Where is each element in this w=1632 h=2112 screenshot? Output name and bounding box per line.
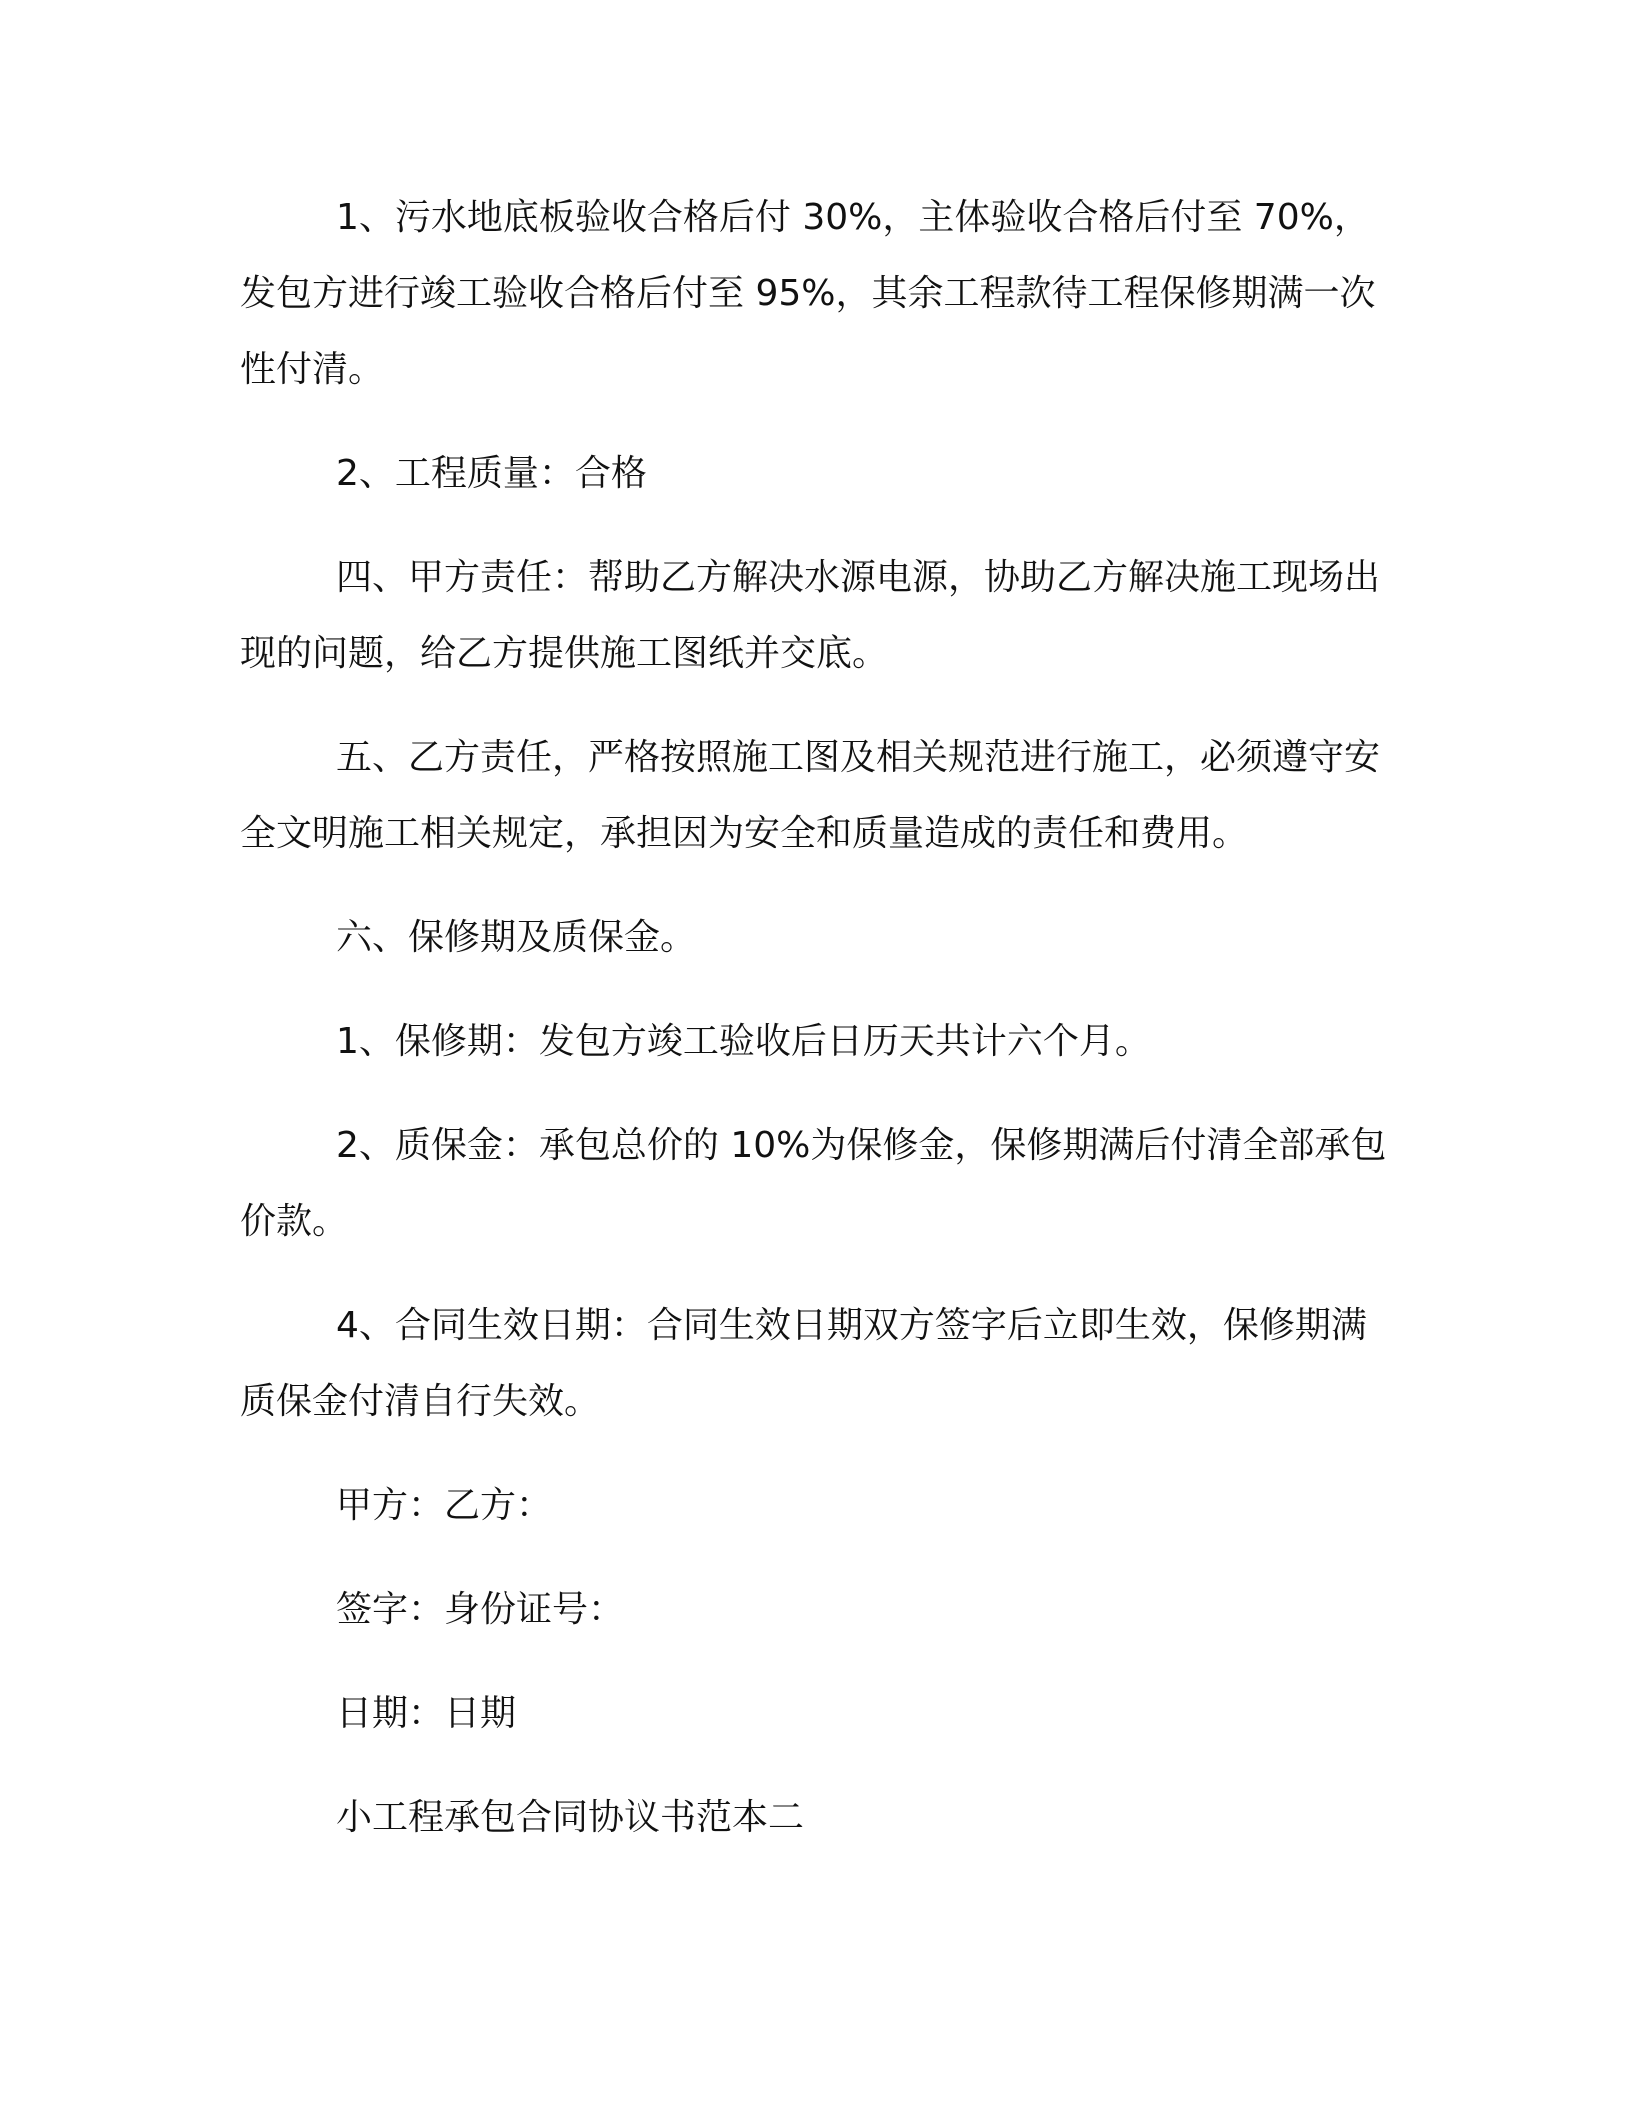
- signature-date-line: 日期：日期: [336, 1693, 517, 1734]
- signature-id-line: 签字：身份证号：: [336, 1589, 625, 1630]
- clause-payment-schedule: 1、污水地底板验收合格后付 30%，主体验收合格后付至 70%，发包方进行竣工验收合格后付至 95%，其余工程款待工程保修期满一次性付清。: [240, 197, 1376, 390]
- signature-parties: 甲方：乙方：: [336, 1485, 553, 1526]
- clause-effective-date: 4、合同生效日期：合同生效日期双方签字后立即生效，保修期满质保金付清自行失效。: [240, 1305, 1367, 1422]
- section-warranty-heading: 六、保修期及质保金。: [336, 917, 697, 958]
- next-template-title: 小工程承包合同协议书范本二: [336, 1797, 805, 1838]
- clause-party-a-duties: 四、甲方责任：帮助乙方解决水源电源，协助乙方解决施工现场出现的问题，给乙方提供施工图纸并交底。: [240, 557, 1381, 674]
- document-body: [240, 180, 1390, 1884]
- clause-retention-money: 2、质保金：承包总价的 10%为保修金，保修期满后付清全部承包价款。: [240, 1125, 1387, 1242]
- clause-party-b-duties: 五、乙方责任，严格按照施工图及相关规范进行施工，必须遵守安全文明施工相关规定，承担因为安全和质量造成的责任和费用。: [240, 737, 1381, 854]
- clause-quality: 2、工程质量：合格: [336, 453, 647, 494]
- clause-warranty-period: 1、保修期：发包方竣工验收后日历天共计六个月。: [336, 1021, 1151, 1062]
